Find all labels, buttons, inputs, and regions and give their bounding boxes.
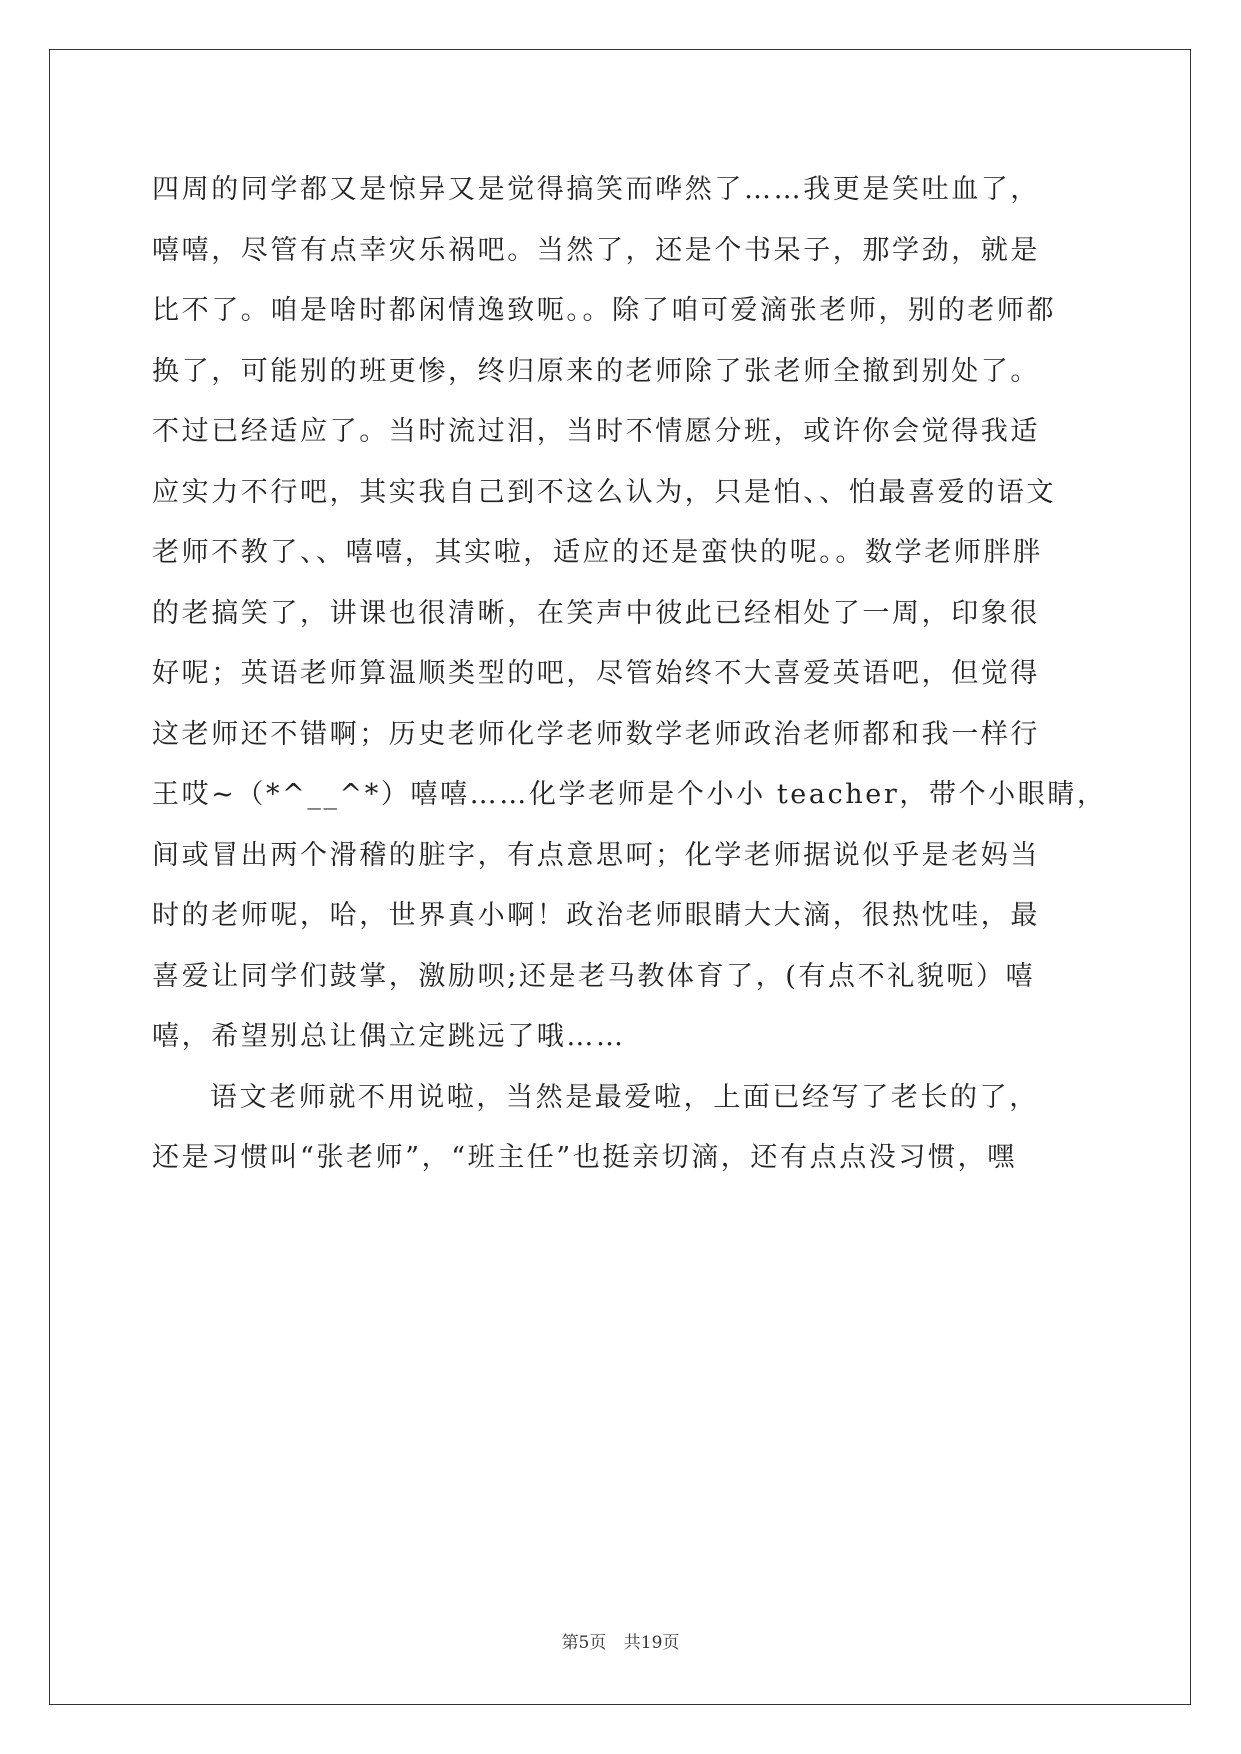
text-line: 四周的同学都又是惊异又是觉得搞笑而哗然了……我更是笑吐血了， — [152, 174, 1040, 205]
text-line: 王哎~（*^__^*）嘻嘻……化学老师是个小小 teacher，带个小眼睛， — [152, 779, 1107, 810]
text-line: 还是习惯叫“张老师”，“班主任”也挺亲切滴，还有点点没习惯，嘿 — [152, 1142, 1017, 1173]
text-line: 嘻嘻，尽管有点幸灾乐祸吧。当然了，还是个书呆子，那学劲，就是 — [152, 234, 1040, 266]
text-line: 比不了。咱是啥时都闲情逸致呃。。除了咱可爱滴张老师，别的老师都 — [152, 295, 1057, 326]
text-line: 时的老师呢，哈，世界真小啊！政治老师眼睛大大滴，很热忱哇，最 — [152, 900, 1040, 931]
text-line: 好呢；英语老师算温顺类型的吧，尽管始终不大喜爱英语吧，但觉得 — [152, 658, 1040, 689]
text-line: 应实力不行吧，其实我自己到不这么认为，只是怕、、怕最喜爱的语文 — [152, 476, 1057, 508]
text-line: 间或冒出两个滑稽的脏字，有点意思呵；化学老师据说似乎是老妈当 — [152, 839, 1040, 871]
document-body — [152, 160, 1107, 1189]
page-total: 共19页 — [623, 1633, 680, 1653]
text-line: 嘻，希望别总让偶立定跳远了哦…… — [152, 1021, 626, 1052]
text-line: 喜爱让同学们鼓掌，激励呗;还是老马教体育了，(有点不礼貌呃）嘻 — [152, 960, 1036, 992]
text-line: 老师不教了、、嘻嘻，其实啦，适应的还是蛮快的呢。。数学老师胖胖 — [152, 537, 1043, 568]
text-line: 这老师还不错啊；历史老师化学老师数学老师政治老师都和我一样行 — [152, 718, 1040, 750]
text-line: 的老搞笑了，讲课也很清晰，在笑声中彼此已经相处了一周，印象很 — [152, 597, 1040, 629]
text-line: 换了，可能别的班更惨，终归原来的老师除了张老师全撤到别处了。 — [152, 355, 1040, 387]
paragraph-start-line: 语文老师就不用说啦，当然是最爱啦，上面已经写了老长的了， — [210, 1081, 1039, 1113]
page-footer — [0, 1628, 1241, 1653]
text-line: 不过已经适应了。当时流过泪，当时不情愿分班，或许你会觉得我适 — [152, 416, 1040, 447]
page-number: 第5页 — [561, 1633, 607, 1653]
